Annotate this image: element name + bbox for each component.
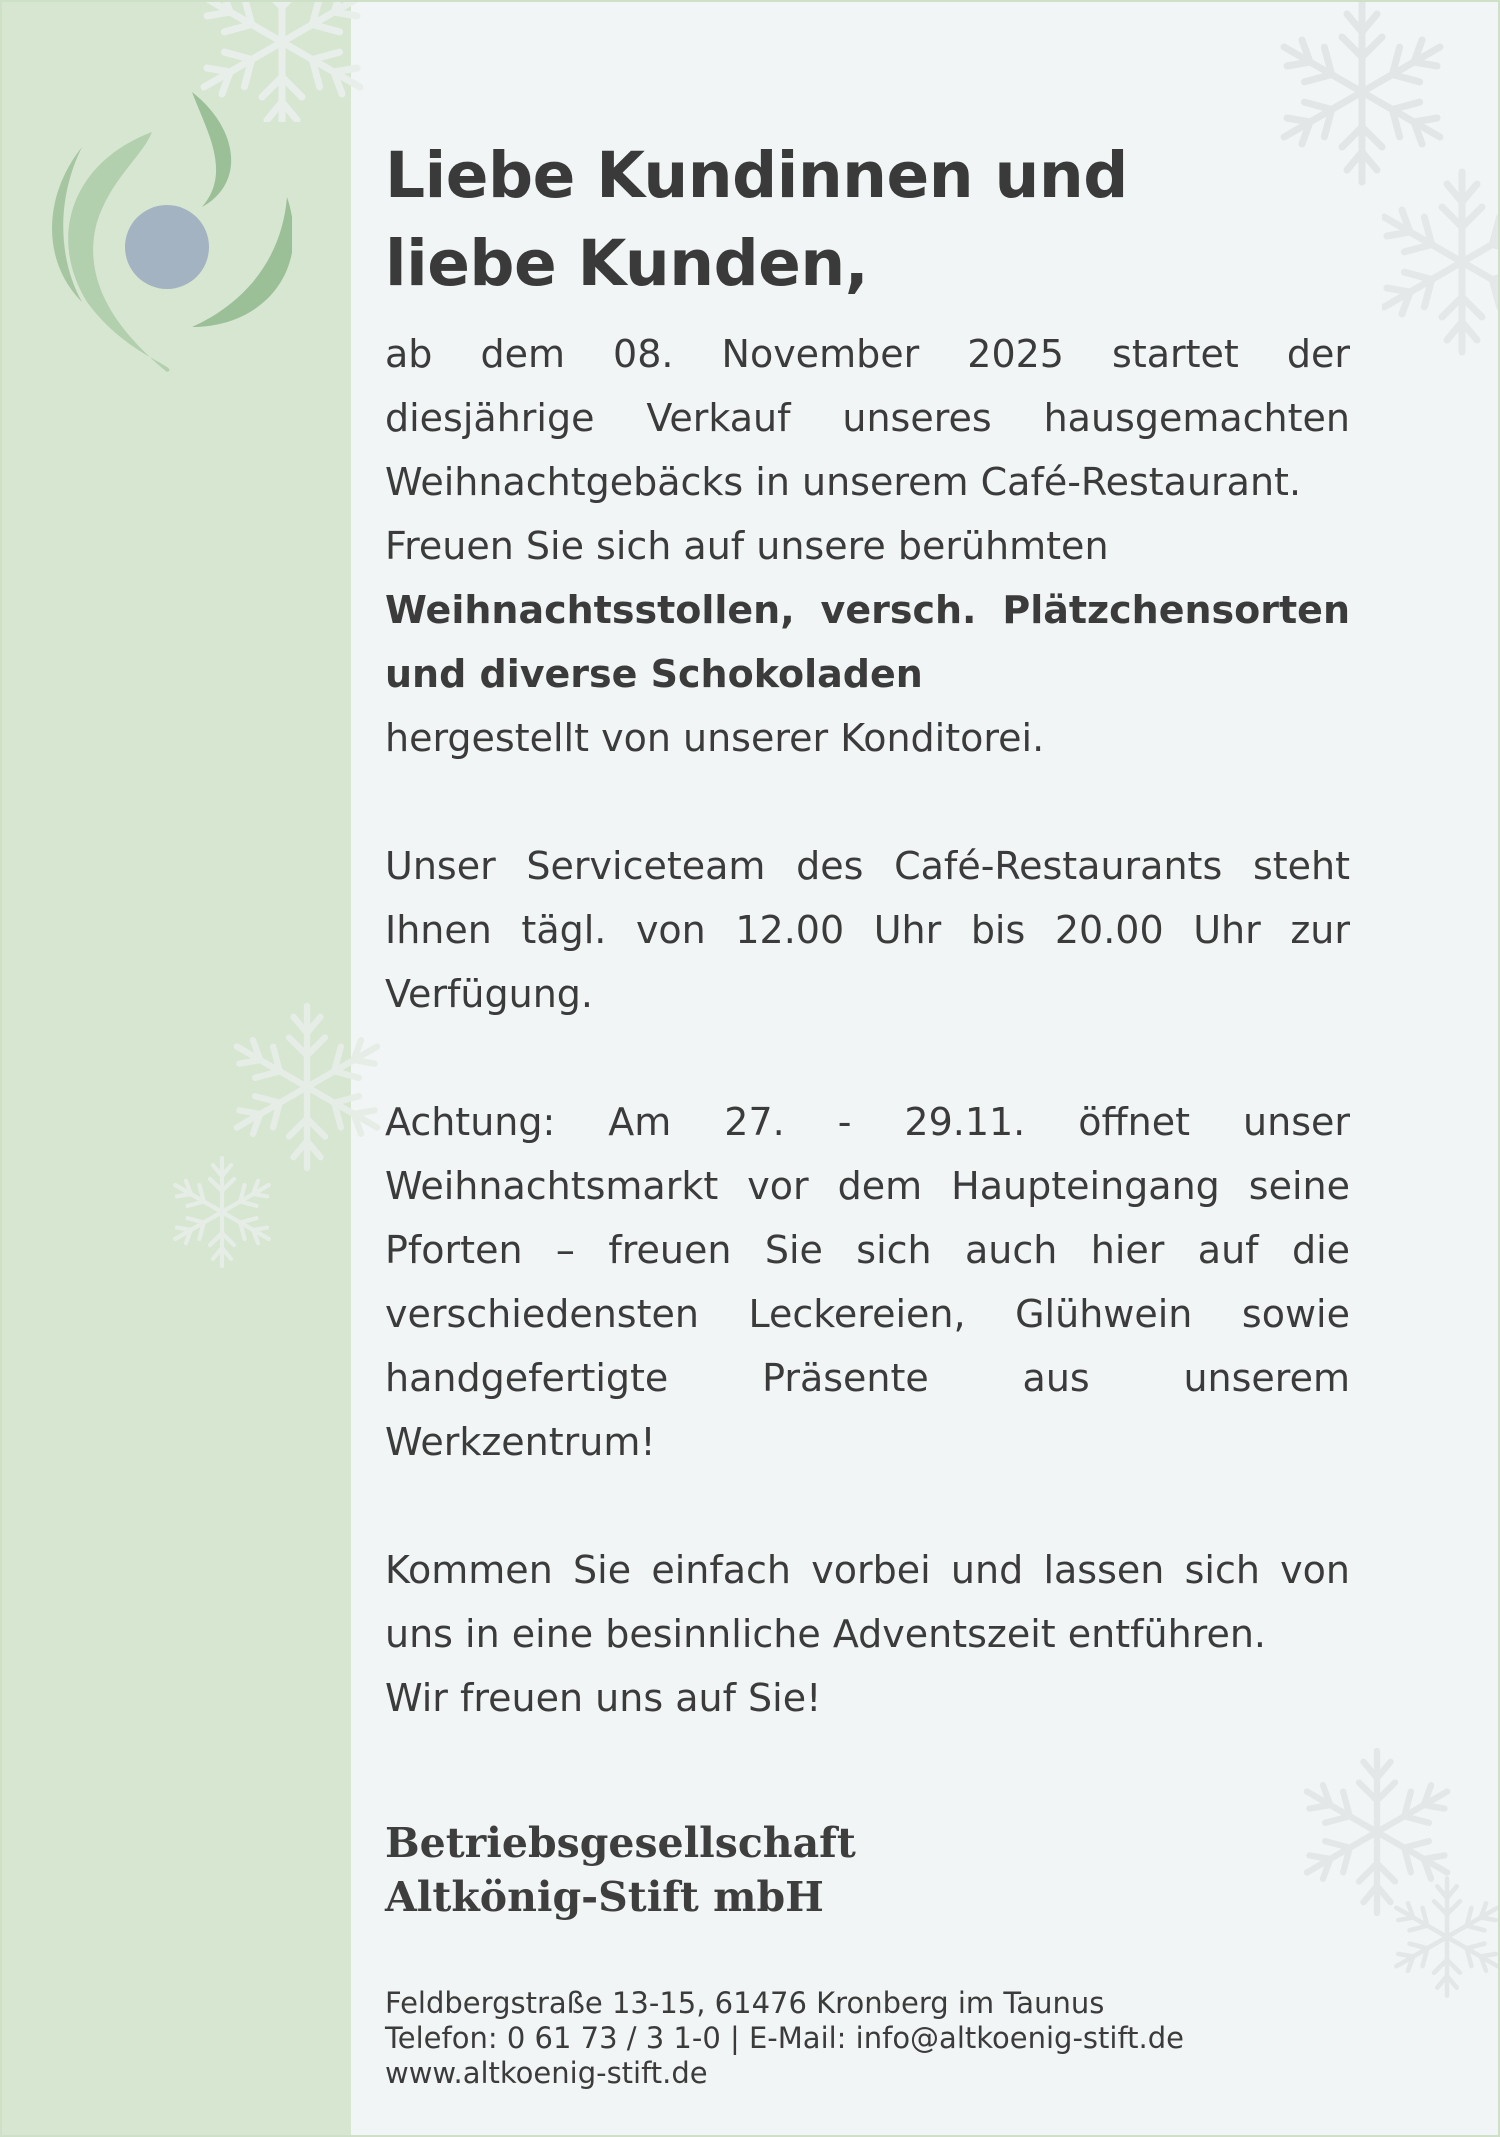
intro-paragraph-3 <box>385 706 1350 770</box>
intro-text-2: Freuen Sie sich auf unsere berühmten <box>385 524 1109 568</box>
company-line-1: Betriebsgesellschaft <box>385 1819 856 1867</box>
products-bold-text: Weihnachtsstollen, versch. Plätzchensorten und diverse Schokoladen <box>385 588 1350 696</box>
market-paragraph: Achtung: Am 27. - 29.11. öffnet unser Weihnachtsmarkt vor dem Haupteingang seine Pforten – freuen Sie sich auch hier auf die verschiedensten Leckereien, Glühwein sowie handgefertigte Präsente aus unserem Werkzentrum! <box>385 1100 1350 1464</box>
service-paragraph: Unser Serviceteam des Café-Restaurants steht Ihnen tägl. von 12.00 Uhr bis 20.00 Uhr zur Verfügung. <box>385 844 1350 1016</box>
intro-paragraph-2 <box>385 514 1350 578</box>
intro-paragraph <box>385 322 1350 514</box>
greeting-line-2: liebe Kunden, <box>385 227 869 300</box>
greeting-line-1: Liebe Kundinnen und <box>385 139 1128 212</box>
snowflake-icon <box>162 1152 282 1272</box>
intro-text-3: hergestellt von unserer Konditorei. <box>385 716 1045 760</box>
snowflake-icon <box>1382 162 1500 362</box>
closing-paragraph: Kommen Sie einfach vorbei und lassen sich von uns in eine besinnliche Adventszeit entführen. <box>385 1548 1350 1656</box>
intro-text-1: ab dem 08. November 2025 startet der diesjährige Verkauf unseres hausgemachten Weihnachtgebäcks in unserem Café-Restaurant. <box>385 332 1350 504</box>
contact-block <box>385 1986 1350 2091</box>
company-line-2: Altkönig-Stift mbH <box>385 1873 824 1921</box>
products-paragraph <box>385 578 1350 706</box>
contact-phone-email[interactable]: Telefon: 0 61 73 / 3 1-0 | E-Mail: info@altkoenig-stift.de <box>385 2021 1184 2055</box>
closing-line: Wir freuen uns auf Sie! <box>385 1676 822 1720</box>
company-name <box>385 1816 1350 1924</box>
greeting-heading <box>385 132 1350 308</box>
letter-content <box>385 132 1350 2091</box>
contact-website-link[interactable]: www.altkoenig-stift.de <box>385 2056 708 2090</box>
snowflake-icon <box>1382 1862 1500 2012</box>
logo-icon <box>42 87 292 372</box>
contact-address: Feldbergstraße 13-15, 61476 Kronberg im Taunus <box>385 1986 1105 2020</box>
